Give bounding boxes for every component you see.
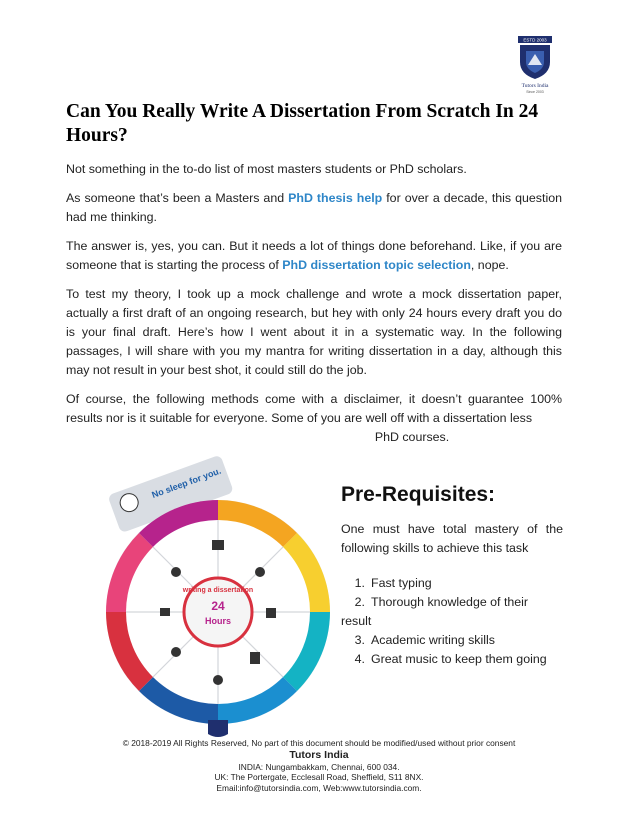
pre-requisites-intro: One must have total mastery of the following skills to achieve this task [341,522,563,555]
pre-requisites-heading: Pre-Requisites: [341,483,496,506]
wheel-logo-icon [208,720,228,737]
list-item [341,650,563,669]
list-text: Great music to keep them going [371,652,547,666]
list-text: Academic writing skills [371,633,495,647]
logo-name: Tutors India [521,83,549,89]
paragraph-3-text-b: , nope. [470,258,509,272]
icon-docs [266,608,276,618]
banner-text: No sleep for you. [150,465,223,501]
paragraph-3-text-a: The answer is, yes, you can. But it needs a lot of things done beforehand. Like, if you are someone that is starting the process of [66,239,562,272]
icon-clock [255,567,265,577]
logo-banner-text: ESTD 2003 [523,37,547,43]
article-title: Can You Really Write A Dissertation From Scratch In 24 Hours? [66,101,539,146]
paragraph-1: Not something in the to-do list of most masters students or PhD scholars. [66,162,467,176]
center-title: writing a dissertation [182,587,254,594]
pre-requisites-section [341,482,563,669]
page-footer [0,738,638,793]
icon-book [160,608,170,616]
list-number: 3. [354,633,365,647]
footer-brand: Tutors India [289,748,349,761]
icon-gear [171,647,181,657]
logo-sub: Since 2003 [526,90,544,94]
icon-laptop [212,540,224,550]
footer-uk-address: UK: The Portergate, Ecclesall Road, Sheffield, S11 8NX. [214,772,424,782]
list-number: 4. [354,652,365,666]
paragraph-3 [66,237,562,275]
paragraph-2 [66,189,562,227]
phd-topic-selection-link[interactable]: PhD dissertation topic selection [282,258,471,272]
center-hours-word: Hours [204,616,232,626]
pre-requisites-list [341,574,563,669]
paragraph-2-text-a: As someone that’s been a Masters and [66,191,289,205]
paragraph-5-text: Of course, the following methods come with a disclaimer, it doesn’t guarantee 100% results nor is it suitable for everyone. Some of you are well off with a dissertation less [66,392,562,425]
list-item [341,631,563,650]
tutors-india-logo [510,32,560,96]
paragraph-4: To test my theory, I took up a mock challenge and wrote a mock dissertation paper, actually a first draft of an ongoing research, but hey with only 24 hours every draft you do is your final draft. Here’s how I went about it in a systematic way. In the following passages, I will share with you my mantra for writing dissertation in a day, although this may not result in your best shot, it could still do the job. [66,287,562,377]
paragraph-5 [66,390,562,428]
center-hours-number: 24 [211,599,225,613]
dissertation-wheel-infographic [100,452,340,742]
paragraph-2-text-b: for over a decade, this question had me thinking. [66,191,562,224]
icon-phone [250,652,260,664]
list-number: 1. [354,576,365,590]
list-text: Fast typing [371,576,432,590]
phd-thesis-help-link[interactable]: PhD thesis help [288,191,383,205]
footer-copyright: © 2018-2019 All Rights Reserved, No part of this document should be modified/used without prior consent [122,738,516,748]
icon-coffee [171,567,181,577]
footer-india-address: INDIA: Nungambakkam, Chennai, 600 034. [238,761,400,772]
list-item [341,593,563,612]
list-text: Thorough knowledge of their [371,595,529,609]
list-number: 2. [354,595,365,609]
icon-bulb [213,675,223,685]
article-body [66,160,562,447]
footer-contact: Email:info@tutorsindia.com, Web:www.tutorsindia.com. [216,782,422,793]
list-item-continuation: result [341,614,372,628]
list-item [341,574,563,593]
paragraph-5-tail: PhD courses. [374,430,450,444]
